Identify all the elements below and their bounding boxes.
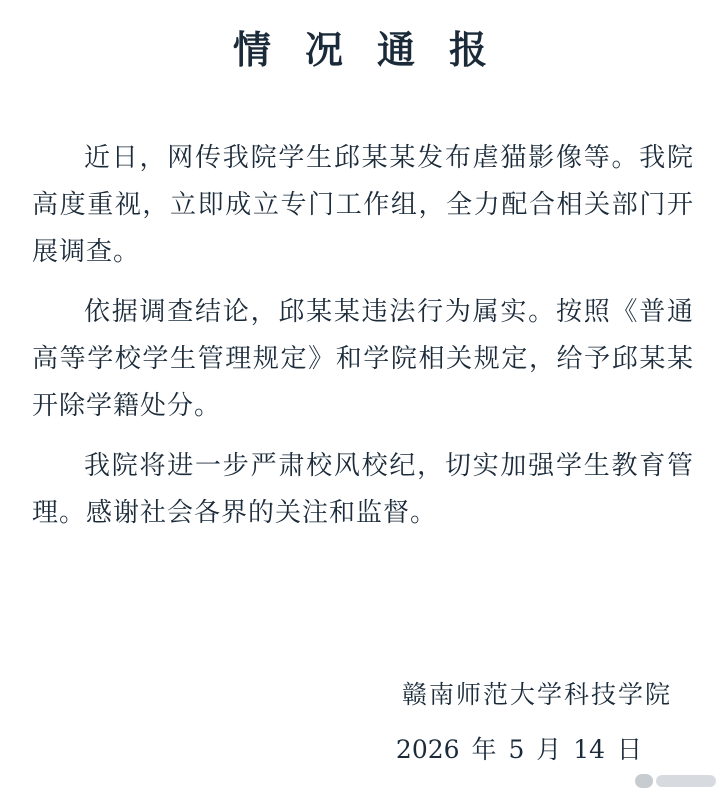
signature-date: 2026 年 5 月 14 日: [395, 735, 642, 764]
paragraph-3: 我院将进一步严肃校风校纪，切实加强学生教育管理。感谢社会各界的关注和监督。: [32, 451, 694, 528]
watermark-mark: [656, 775, 716, 787]
document-body: [32, 135, 694, 550]
paragraph-2: 依据调查结论，邱某某违法行为属实。按照《普通高等学校学生管理规定》和学院相关规定，给予邱某某开除学籍处分。: [32, 297, 694, 421]
watermark-logo: [635, 774, 716, 788]
signature-institution: 赣南师范大学科技学院: [401, 680, 672, 709]
paragraph-1: 近日，网传我院学生邱某某发布虐猫影像等。我院高度重视，立即成立专门工作组，全力配合相关部门开展调查。: [32, 143, 694, 267]
watermark-icon: [635, 774, 653, 788]
document-title: 情况通报: [232, 27, 521, 72]
